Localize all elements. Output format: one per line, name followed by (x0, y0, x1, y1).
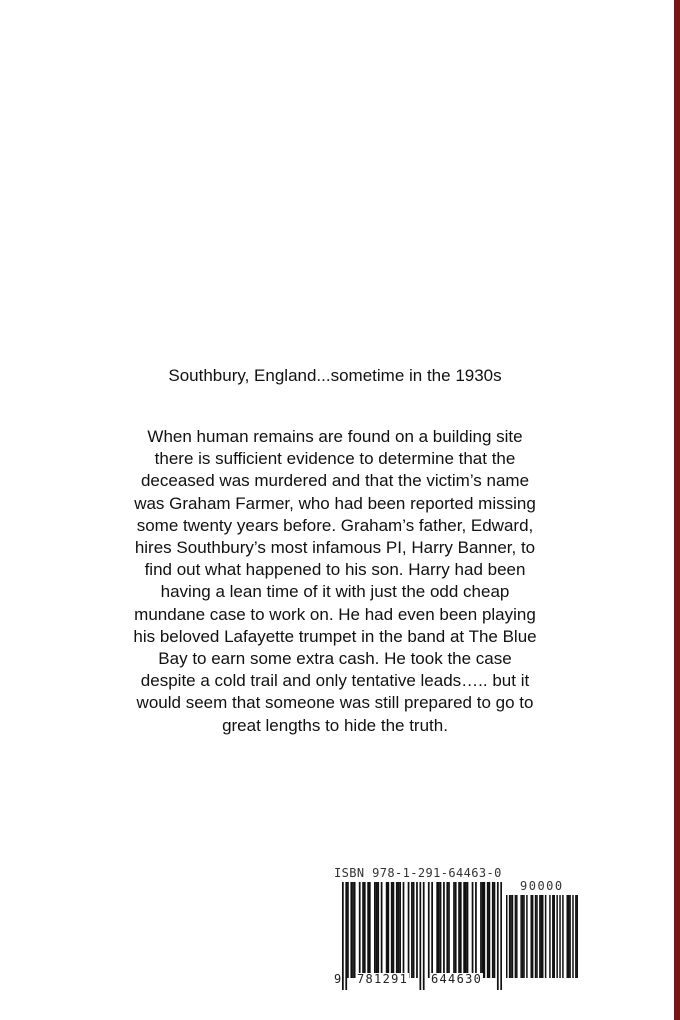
barcode-bar (347, 882, 349, 978)
isbn-label: ISBN 978-1-291-64463-0 (334, 866, 502, 880)
barcode-bar (416, 882, 418, 978)
blurb-line: great lengths to hide the truth. (222, 715, 448, 735)
barcode-bar (443, 882, 445, 978)
blurb (85, 426, 585, 737)
blurb-line: would seem that someone was still prepared to go to (136, 693, 534, 713)
barcode-bar (399, 882, 401, 978)
blurb-line: having a lean time of it with just the odd cheap (160, 582, 510, 602)
barcode-bar (367, 882, 369, 978)
barcode-bar (497, 882, 499, 990)
barcode-bar (438, 882, 440, 978)
barcode-bar (352, 882, 354, 978)
barcode-bar (545, 895, 546, 978)
barcode-bar (526, 895, 527, 978)
tagline: Southbury, England...sometime in the 1930s (168, 366, 502, 385)
barcode-bar (391, 882, 393, 978)
barcode-bar (509, 895, 510, 978)
barcode-bar (374, 882, 376, 978)
barcode-bar (364, 882, 366, 978)
barcode-bar (446, 882, 448, 978)
barcode-bar (542, 895, 543, 978)
blurb-line: some twenty years before. Graham’s father, Edward, (136, 515, 534, 535)
blurb-line: When human remains are found on a building site (147, 427, 523, 446)
blurb-line: deceased was murdered and that the victim’s name (140, 471, 530, 491)
barcode-bar (455, 882, 457, 978)
barcode-bar (566, 895, 567, 978)
barcode-bar (512, 895, 513, 978)
barcode-bar (465, 882, 467, 978)
barcode-bar (559, 895, 560, 978)
barcode-bar (436, 882, 438, 978)
barcode-bar (522, 895, 523, 978)
barcode-bar (552, 895, 553, 978)
barcode-bar (377, 882, 379, 978)
barcode-bar (386, 882, 388, 978)
barcode-bar (381, 882, 383, 978)
barcode-right-digits: 644630 (431, 972, 483, 986)
barcode-bar (419, 882, 421, 990)
barcode-bar (467, 882, 469, 978)
barcode-bar (554, 895, 555, 978)
barcode-bar (549, 895, 550, 978)
barcode-bar (535, 895, 536, 978)
barcode-bar (362, 882, 364, 978)
barcode-bar (350, 882, 352, 978)
blurb-line: was Graham Farmer, who had been reported missing (134, 493, 536, 513)
blurb-line: Bay to earn some extra cash. He took the case (158, 649, 512, 669)
barcode-bar (492, 882, 494, 978)
barcode-bar (500, 882, 502, 990)
barcode-bar (460, 882, 462, 978)
barcode-bar (396, 882, 398, 978)
barcode-bar (440, 882, 442, 978)
barcode-bar (532, 895, 533, 978)
barcode-bar (482, 882, 484, 978)
barcode-bar (556, 895, 557, 978)
barcode-bar (568, 895, 569, 978)
blurb-line: mundane case to work on. He had even been playing (134, 604, 536, 624)
barcode-bar (413, 882, 415, 978)
barcode-bar (453, 882, 455, 978)
barcode-bar (539, 895, 540, 978)
barcode-bar (428, 882, 430, 978)
barcode-bar (475, 882, 477, 978)
barcode-bar (376, 882, 378, 978)
barcode-bar (398, 882, 400, 978)
barcode-bar (569, 895, 570, 978)
barcode-bar (494, 882, 496, 978)
barcode-bar (487, 882, 489, 978)
barcode-bar (480, 882, 482, 978)
barcode-bar (575, 895, 576, 978)
barcode-bar (458, 882, 460, 978)
barcode-bar (387, 882, 389, 978)
spine-edge (674, 0, 680, 1020)
blurb-line: there is sufficient evidence to determine that the (154, 449, 516, 469)
barcode-bar (359, 882, 361, 978)
barcode-bar (472, 882, 474, 978)
barcode-bar (489, 882, 491, 978)
blurb-line: hires Southbury’s most infamous PI, Harry Banner, to (134, 538, 536, 558)
barcode-bar (572, 895, 573, 978)
barcode-bar (536, 895, 537, 978)
barcode-bar (408, 882, 410, 978)
barcode-bar (530, 895, 531, 978)
barcode-bar (423, 882, 425, 990)
barcode-bar (515, 895, 516, 978)
barcode-bar (516, 895, 517, 978)
barcode-bar (510, 895, 511, 978)
barcode-bar (431, 882, 433, 978)
barcode-bar (506, 895, 507, 978)
barcode-bar (463, 882, 465, 978)
isbn-barcode (334, 866, 580, 990)
barcode-first-digit: 9 (334, 972, 343, 986)
blurb-line: despite a cold trail and only tentative leads….. but it (140, 671, 530, 691)
barcode-bar (483, 882, 485, 978)
barcode-bar (393, 882, 395, 978)
barcode-left-digits: 781291 (357, 972, 409, 986)
barcode-bar (403, 882, 405, 978)
barcode-bar (523, 895, 524, 978)
barcode-bar (562, 895, 563, 978)
barcode-bar (541, 895, 542, 978)
barcode-addon-bars (506, 895, 578, 990)
barcode-bar (448, 882, 450, 978)
barcode-bar (354, 882, 356, 978)
barcode-bar (369, 882, 371, 978)
blurb-line: his beloved Lafayette trumpet in the band at The Blue (133, 626, 537, 646)
price-addon-digits: 90000 (520, 879, 564, 893)
blurb-line: find out what happened to his son. Harry had been (144, 560, 526, 580)
barcode-bar (345, 882, 347, 990)
barcode-bar (520, 895, 521, 978)
barcode-bar (411, 882, 413, 978)
barcode-bar (577, 895, 578, 978)
